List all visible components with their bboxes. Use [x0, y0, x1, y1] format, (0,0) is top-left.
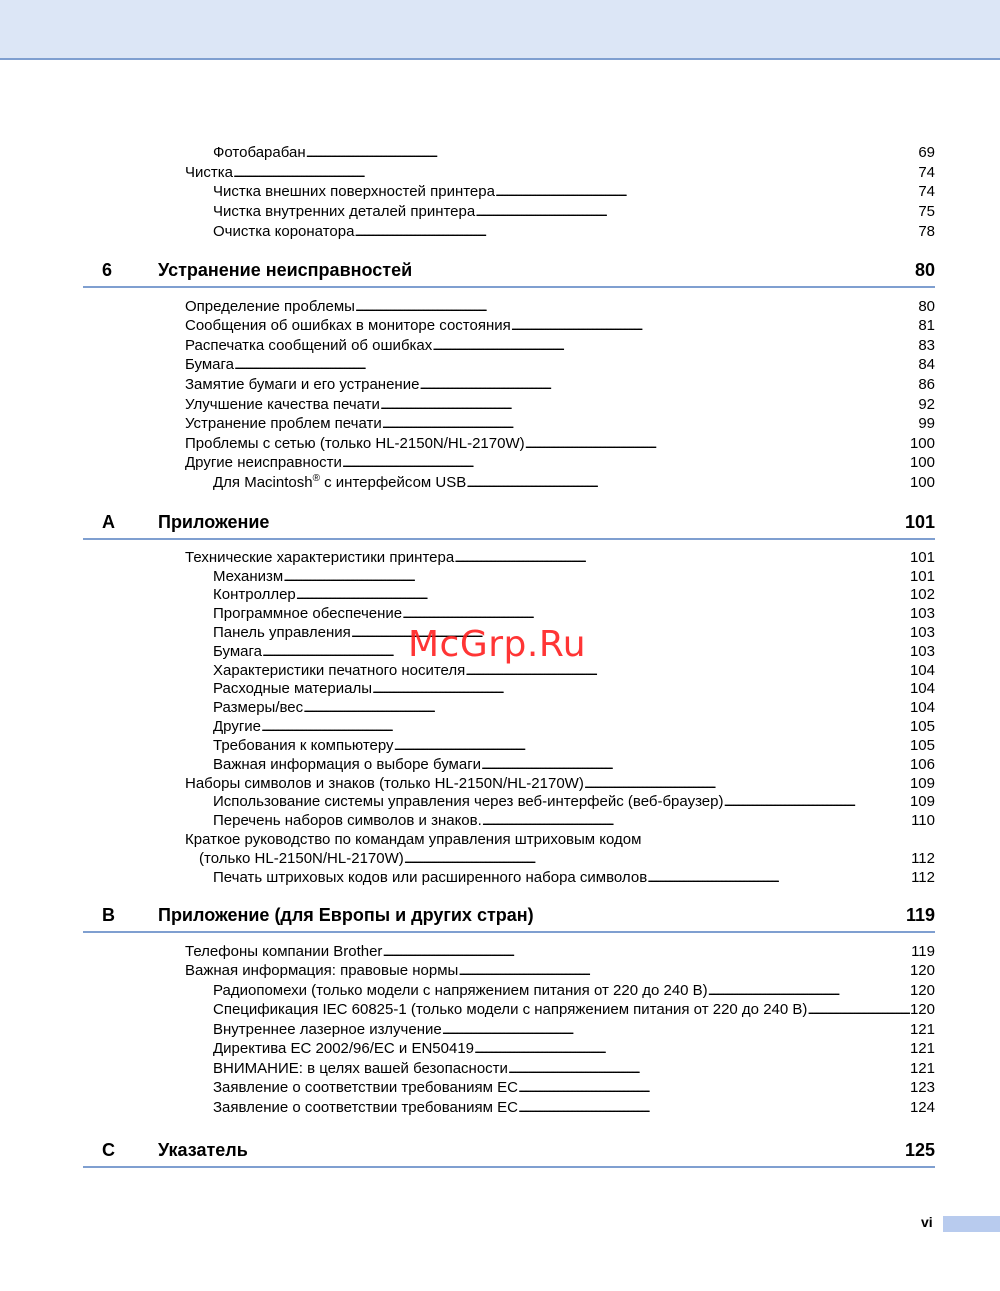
toc-entry-title: Чистка внешних поверхностей принтера [213, 183, 495, 200]
toc-entry-title: Характеристики печатного носителя [213, 662, 466, 679]
toc-entry[interactable] [199, 849, 935, 868]
toc-entry-title: Важная информация: правовые нормы [185, 962, 459, 979]
toc-entry[interactable] [185, 316, 935, 335]
chapter-number: A [102, 512, 115, 532]
chapter-title: Указатель [158, 1140, 248, 1160]
toc-entry-page: 101 [909, 568, 935, 585]
toc-entry[interactable] [213, 1059, 935, 1078]
chapter-page: 125 [904, 1140, 935, 1160]
toc-entry[interactable] [185, 395, 935, 414]
toc-entry[interactable] [213, 1039, 935, 1058]
toc-entry-page: 102 [909, 586, 935, 603]
toc-entry[interactable] [185, 355, 935, 374]
toc-entry[interactable] [213, 736, 935, 755]
toc-entry-title: Чистка внутренних деталей принтера [213, 203, 476, 220]
toc-entry-title: Замятие бумаги и его устранение [185, 376, 420, 393]
toc-entry[interactable] [213, 698, 935, 717]
toc-entry-title: Использование системы управления через веб-интерфейс (веб-браузер) [213, 793, 724, 810]
toc-entry[interactable] [213, 792, 935, 811]
toc-entry[interactable] [213, 585, 935, 604]
toc-entry[interactable] [185, 774, 935, 793]
toc-entry-page: 100 [909, 454, 935, 471]
toc-entry-title: Распечатка сообщений об ошибках [185, 337, 433, 354]
toc-entry-page: 123 [909, 1079, 935, 1096]
chapter-number: B [102, 905, 115, 925]
toc-entry-page: 100 [909, 435, 935, 452]
toc-entry[interactable] [213, 222, 935, 241]
toc-entry-title: Заявление о соответствии требованиям ЕС [213, 1079, 518, 1096]
toc-entry-page: 110 [911, 812, 935, 829]
toc-entry-title: Размеры/вес [213, 699, 304, 716]
toc-entry-page: 119 [911, 943, 935, 960]
toc-entry-page: 75 [918, 203, 935, 220]
toc-entry-page: 105 [909, 718, 935, 735]
toc-entry-page: 103 [909, 605, 935, 622]
toc-entry[interactable] [185, 453, 935, 472]
chapter-heading-a[interactable] [83, 510, 935, 540]
toc-entry-page: 121 [909, 1060, 935, 1077]
toc-entry[interactable] [185, 163, 935, 182]
toc-entry-title: Наборы символов и знаков (только HL-2150N/HL-2170W) [185, 775, 584, 792]
toc-entry-title: Радиопомехи (только модели с напряжением питания от 220 до 240 В) [213, 982, 708, 999]
toc-entry-page: 121 [909, 1021, 935, 1038]
toc-entry-title: Другие [213, 718, 262, 735]
toc-entry-page: 109 [909, 793, 935, 810]
toc-entry-page: 120 [909, 1001, 935, 1018]
toc-entry-title: Требования к компьютеру [213, 737, 394, 754]
page-number: vi [921, 1214, 933, 1230]
footer-tab [943, 1216, 1000, 1232]
toc-entry-title: Устранение проблем печати [185, 415, 382, 432]
toc-entry-title: Расходные материалы [213, 680, 372, 697]
toc-entry[interactable] [185, 548, 935, 567]
toc-entry[interactable] [213, 182, 935, 201]
toc-entry[interactable] [213, 202, 935, 221]
toc-entry-page: 109 [909, 775, 935, 792]
toc-entry-title: Определение проблемы [185, 298, 355, 315]
toc-entry-title: Важная информация о выборе бумаги [213, 756, 482, 773]
toc-entry-page: 112 [911, 850, 935, 867]
toc-entry-page: 86 [918, 376, 935, 393]
chapter-heading-b[interactable] [83, 903, 935, 933]
toc-entry[interactable] [213, 1000, 935, 1019]
toc-entry-title: Улучшение качества печати [185, 396, 380, 413]
toc-entry[interactable] [213, 717, 935, 736]
toc-entry-title: Бумага [213, 643, 262, 660]
chapter-number: C [102, 1140, 115, 1160]
toc-entry[interactable] [213, 1020, 935, 1039]
toc-entry-page: 121 [909, 1040, 935, 1057]
toc-entry-title: Директива ЕС 2002/96/ЕС и EN50419 [213, 1040, 475, 1057]
toc-entry-title: ВНИМАНИЕ: в целях вашей безопасности [213, 1060, 508, 1077]
toc-entry-page: 81 [918, 317, 935, 334]
toc-entry-title: Сообщения об ошибках в мониторе состояния [185, 317, 511, 334]
toc-entry[interactable] [185, 336, 935, 355]
toc-entry[interactable] [185, 942, 935, 961]
toc-entry-page: 83 [918, 337, 935, 354]
toc-entry-title: Внутреннее лазерное излучение [213, 1021, 442, 1038]
toc-entry-title: Телефоны компании Brother [185, 943, 383, 960]
chapter-page: 101 [904, 512, 935, 532]
chapter-number: 6 [102, 260, 113, 280]
toc-entry-title: Панель управления [213, 624, 351, 641]
toc-entry[interactable] [213, 143, 935, 162]
toc-entry-title: Чистка [185, 164, 233, 181]
chapter-page: 80 [914, 260, 935, 280]
toc-entry-page: 74 [918, 183, 935, 200]
toc-entry[interactable] [213, 811, 935, 830]
toc-entry-page: 99 [918, 415, 935, 432]
toc-entry-title[interactable]: Краткое руководство по командам управления штриховым кодом [185, 831, 642, 848]
toc-entry-page: 103 [909, 624, 935, 641]
toc-entry[interactable] [185, 434, 935, 453]
toc-entry-page: 120 [909, 982, 935, 999]
watermark: McGrp.Ru [408, 624, 587, 665]
toc-entry-title: Заявление о соответствии требованиям ЕС [213, 1099, 518, 1116]
toc-entry[interactable] [185, 961, 935, 980]
toc-entry-page: 104 [909, 699, 935, 716]
chapter-title: Приложение [158, 512, 270, 532]
chapter-heading-6[interactable] [83, 258, 935, 288]
chapter-page: 119 [905, 905, 935, 925]
toc-entry-title: Фотобарабан [213, 144, 306, 161]
toc-entry-page: 80 [918, 298, 935, 315]
toc-entry-title: Спецификация IEC 60825-1 (только модели с напряжением питания от 220 до 240 В) [213, 1001, 808, 1018]
toc-entry-title: Бумага [185, 356, 234, 373]
toc-entry[interactable] [213, 1098, 935, 1117]
toc-entry-page: 78 [918, 223, 935, 240]
toc-entry-title: Контроллер [213, 586, 296, 603]
toc-entry-page: 92 [918, 396, 935, 413]
toc-entry-title: Перечень наборов символов и знаков. [213, 812, 482, 829]
toc-entry[interactable] [185, 297, 935, 316]
toc-entry[interactable] [185, 375, 935, 394]
toc-entry-page: 74 [918, 164, 935, 181]
toc-entry[interactable] [213, 567, 935, 586]
toc-entry-page: 100 [909, 474, 935, 491]
toc-entry-title: Для Macintosh® с интерфейсом USB [213, 473, 467, 491]
toc-entry-page: 112 [911, 869, 935, 886]
toc-entry-page: 101 [909, 549, 935, 566]
toc-entry-title: Технические характеристики принтера [185, 549, 455, 566]
toc-entry-title: Печать штриховых кодов или расширенного набора символов [213, 869, 648, 886]
toc-entry[interactable] [213, 679, 935, 698]
toc-entry-page: 124 [909, 1099, 935, 1116]
toc-entry-title: Очистка коронатора [213, 223, 355, 240]
toc-entry-page: 106 [909, 756, 935, 773]
chapter-title: Устранение неисправностей [158, 260, 413, 280]
toc-entry-title: Механизм [213, 568, 284, 585]
toc-entry-page: 104 [909, 680, 935, 697]
toc-entry-page: 105 [909, 737, 935, 754]
toc-entry-page: 84 [918, 356, 935, 373]
toc-entry[interactable] [213, 981, 935, 1000]
chapter-heading-c[interactable] [83, 1138, 935, 1168]
toc-entry[interactable] [213, 604, 935, 623]
toc-entry[interactable] [213, 755, 935, 774]
toc-entry-title: (только HL-2150N/HL-2170W) [199, 850, 404, 867]
toc-entry-title: Другие неисправности [185, 454, 342, 471]
toc-entry-page: 104 [909, 662, 935, 679]
toc-entry[interactable] [213, 868, 935, 887]
toc-entry[interactable] [213, 1078, 935, 1097]
toc-entry[interactable] [213, 473, 935, 492]
chapter-title: Приложение (для Европы и других стран) [158, 905, 534, 925]
toc-entry-title: Программное обеспечение [213, 605, 403, 622]
toc-entry-page: 120 [909, 962, 935, 979]
toc-entry[interactable] [185, 414, 935, 433]
header-band [0, 0, 1000, 60]
toc-entry-page: 103 [909, 643, 935, 660]
toc-entry-title: Проблемы с сетью (только HL-2150N/HL-2170W) [185, 435, 525, 452]
toc-entry-page: 69 [918, 144, 935, 161]
